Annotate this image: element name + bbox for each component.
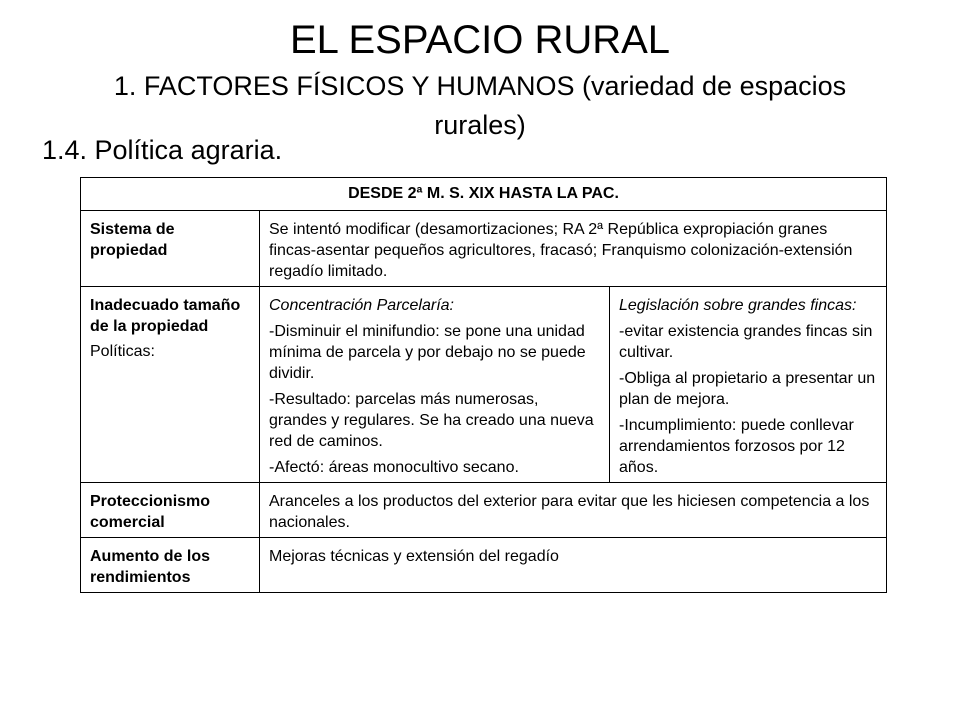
row-label-property-size xyxy=(81,287,260,483)
row-label-policies: Políticas: xyxy=(90,343,155,360)
agrarian-policy-table xyxy=(80,177,887,593)
slide-title: EL ESPACIO RURAL xyxy=(289,18,671,62)
cell-heading: Concentración Parcelaría: xyxy=(269,297,454,314)
cell-parcel-concentration xyxy=(260,287,610,483)
list-item: -Obliga al propietario a presentar un plan de mejora. xyxy=(619,370,876,408)
section-heading: 1.4. Política agraria. xyxy=(42,135,283,165)
row-label-property-system: Sistema de propiedad xyxy=(81,211,260,287)
list-item: -Incumplimiento: puede conllevar arrendamientos forzosos por 12 años. xyxy=(619,417,854,476)
row-label-yields: Aumento de los rendimientos xyxy=(81,538,260,593)
cell-large-estates-legislation xyxy=(610,287,887,483)
table-row xyxy=(81,538,887,593)
table-row xyxy=(81,483,887,538)
row-label-text: Inadecuado tamaño de la propiedad xyxy=(90,297,241,335)
list-item: -evitar existencia grandes fincas sin cultivar. xyxy=(619,323,873,361)
row-label-protectionism: Proteccionismo comercial xyxy=(81,483,260,538)
table-header: DESDE 2ª M. S. XIX HASTA LA PAC. xyxy=(81,178,887,211)
list-item: -Afectó: áreas monocultivo secano. xyxy=(269,459,519,476)
list-item: -Resultado: parcelas más numerosas, grandes y regulares. Se ha creado una nueva red de caminos. xyxy=(269,391,594,450)
table-row xyxy=(81,211,887,287)
row-text-yields: Mejoras técnicas y extensión del regadío xyxy=(260,538,887,593)
slide-subtitle: 1. FACTORES FÍSICOS Y HUMANOS (variedad de espacios rurales) xyxy=(113,71,847,140)
list-item: -Disminuir el minifundio: se pone una unidad mínima de parcela y por debajo no se puede dividir. xyxy=(269,323,586,382)
cell-heading: Legislación sobre grandes fincas: xyxy=(619,297,857,314)
table-row xyxy=(81,287,887,483)
row-text-property-system: Se intentó modificar (desamortizaciones; RA 2ª República expropiación granes fincas-asentar pequeños agricultores, fracasó; Franquismo colonización-extensión regadío limitado. xyxy=(260,211,887,287)
table-header-row xyxy=(81,178,887,211)
row-text-protectionism: Aranceles a los productos del exterior para evitar que les hiciesen competencia a los nacionales. xyxy=(260,483,887,538)
